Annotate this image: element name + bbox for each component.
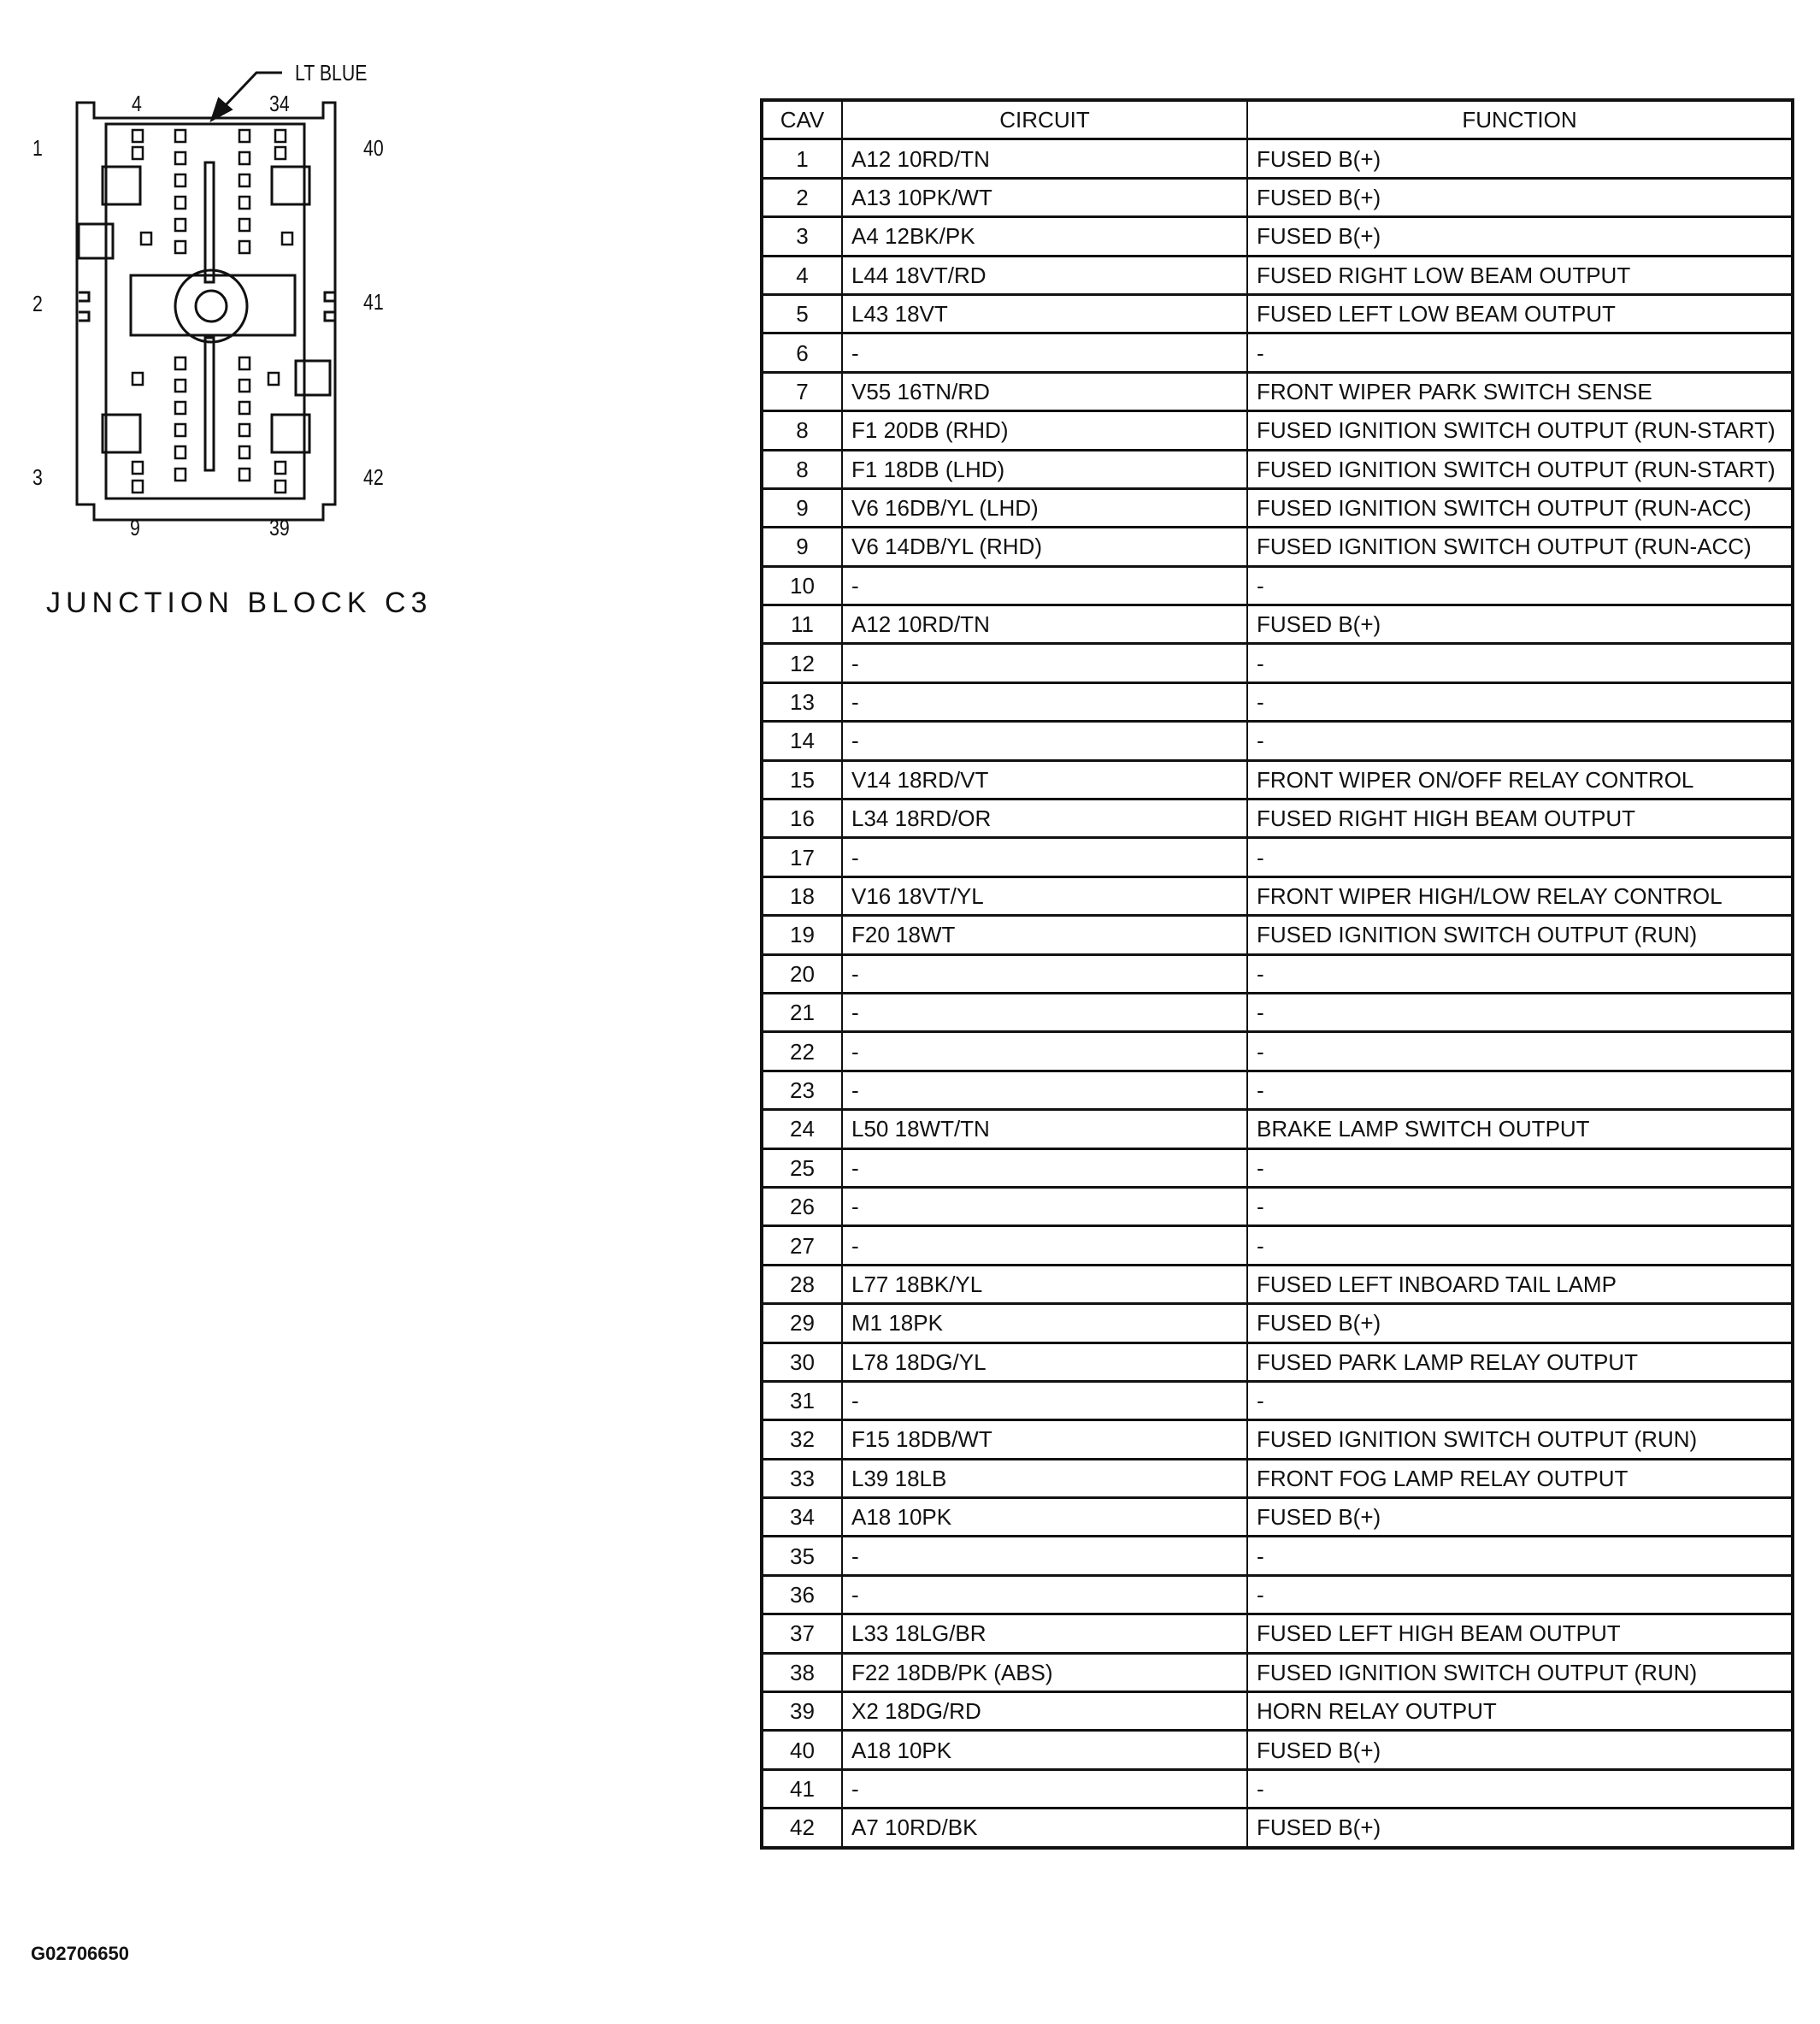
cell-function: FUSED RIGHT HIGH BEAM OUTPUT	[1247, 800, 1793, 838]
table-row	[762, 256, 1793, 294]
figure-id: G02706650	[31, 1943, 129, 1964]
cell-function: -	[1247, 1575, 1793, 1614]
cell-function: FRONT WIPER ON/OFF RELAY CONTROL	[1247, 760, 1793, 799]
cell-function: -	[1247, 682, 1793, 721]
connector-title: JUNCTION BLOCK C3	[46, 587, 433, 619]
cell-circuit: A12 10RD/TN	[842, 139, 1247, 178]
cell-circuit: L39 18LB	[842, 1459, 1247, 1497]
center-bar-lower	[205, 338, 214, 470]
table-row	[762, 294, 1793, 333]
table-row	[762, 1614, 1793, 1653]
table-row	[762, 1342, 1793, 1381]
pin-label-34: 34	[269, 91, 290, 116]
cell-cav: 12	[762, 644, 842, 682]
cell-cav: 11	[762, 605, 842, 644]
table-row	[762, 1575, 1793, 1614]
cell-function: -	[1247, 1226, 1793, 1265]
table-row	[762, 1459, 1793, 1497]
center-hub-inner	[196, 291, 227, 322]
key-right	[325, 292, 335, 321]
cell-circuit: L43 18VT	[842, 294, 1247, 333]
cell-circuit: A4 12BK/PK	[842, 217, 1247, 256]
table-row	[762, 1304, 1793, 1342]
cell-function: -	[1247, 1381, 1793, 1419]
pin-label-39: 39	[269, 515, 290, 540]
cell-circuit: L78 18DG/YL	[842, 1342, 1247, 1381]
cell-cav: 42	[762, 1809, 842, 1848]
cell-cav: 18	[762, 876, 842, 915]
table-row	[762, 566, 1793, 605]
pin-label-3: 3	[32, 464, 43, 490]
cell-circuit: -	[842, 1769, 1247, 1808]
cell-circuit: V14 18RD/VT	[842, 760, 1247, 799]
table-row	[762, 1071, 1793, 1109]
cell-circuit: -	[842, 1226, 1247, 1265]
cell-circuit: -	[842, 1381, 1247, 1419]
table-row	[762, 1809, 1793, 1848]
cell-circuit: A18 10PK	[842, 1731, 1247, 1769]
cell-circuit: -	[842, 644, 1247, 682]
cell-cav: 2	[762, 178, 842, 216]
cell-circuit: F20 18WT	[842, 916, 1247, 954]
cell-circuit: A7 10RD/BK	[842, 1809, 1247, 1848]
table-row	[762, 1110, 1793, 1148]
cell-circuit: -	[842, 993, 1247, 1031]
cell-circuit: V6 14DB/YL (RHD)	[842, 528, 1247, 566]
connector-color-label: LT BLUE	[295, 60, 368, 86]
cell-circuit: M1 18PK	[842, 1304, 1247, 1342]
table-row	[762, 644, 1793, 682]
table-row	[762, 411, 1793, 450]
cell-cav: 34	[762, 1498, 842, 1537]
cell-cav: 20	[762, 954, 842, 993]
table-row	[762, 528, 1793, 566]
cell-function: FUSED RIGHT LOW BEAM OUTPUT	[1247, 256, 1793, 294]
key-left	[79, 292, 89, 321]
header-cav: CAV	[762, 100, 842, 139]
cell-circuit: L44 18VT/RD	[842, 256, 1247, 294]
cell-cav: 8	[762, 411, 842, 450]
cell-cav: 41	[762, 1769, 842, 1808]
cell-cav: 37	[762, 1614, 842, 1653]
cell-circuit: F1 18DB (LHD)	[842, 450, 1247, 488]
cell-function: FUSED B(+)	[1247, 1731, 1793, 1769]
cavity-table	[760, 98, 1794, 1850]
center-bar-upper	[205, 162, 214, 282]
cell-function: FUSED IGNITION SWITCH OUTPUT (RUN-ACC)	[1247, 488, 1793, 527]
cell-cav: 23	[762, 1071, 842, 1109]
cell-circuit: -	[842, 954, 1247, 993]
cell-function: FUSED IGNITION SWITCH OUTPUT (RUN)	[1247, 916, 1793, 954]
cell-function: FRONT WIPER HIGH/LOW RELAY CONTROL	[1247, 876, 1793, 915]
cell-cav: 4	[762, 256, 842, 294]
cell-function: FUSED IGNITION SWITCH OUTPUT (RUN-START)	[1247, 411, 1793, 450]
cell-cav: 9	[762, 528, 842, 566]
cell-circuit: X2 18DG/RD	[842, 1692, 1247, 1731]
table-row	[762, 333, 1793, 372]
cell-cav: 31	[762, 1381, 842, 1419]
cell-cav: 10	[762, 566, 842, 605]
table-row	[762, 1032, 1793, 1071]
cell-cav: 21	[762, 993, 842, 1031]
table-row	[762, 1420, 1793, 1459]
cell-function: FUSED B(+)	[1247, 217, 1793, 256]
table-row	[762, 372, 1793, 410]
block-right-mid	[296, 361, 330, 395]
table-row	[762, 1769, 1793, 1808]
cell-circuit: -	[842, 1575, 1247, 1614]
cell-circuit: -	[842, 566, 1247, 605]
cell-function: -	[1247, 1537, 1793, 1575]
cell-function: FUSED LEFT LOW BEAM OUTPUT	[1247, 294, 1793, 333]
cell-function: FRONT WIPER PARK SWITCH SENSE	[1247, 372, 1793, 410]
cell-circuit: F15 18DB/WT	[842, 1420, 1247, 1459]
cell-cav: 39	[762, 1692, 842, 1731]
cell-cav: 7	[762, 372, 842, 410]
cell-function: -	[1247, 1769, 1793, 1808]
cell-function: FUSED B(+)	[1247, 139, 1793, 178]
cell-function: -	[1247, 722, 1793, 760]
cell-function: HORN RELAY OUTPUT	[1247, 1692, 1793, 1731]
cell-cav: 1	[762, 139, 842, 178]
table-row	[762, 1187, 1793, 1225]
cell-circuit: -	[842, 682, 1247, 721]
table-row	[762, 1148, 1793, 1187]
cell-cav: 28	[762, 1265, 842, 1303]
table-row	[762, 916, 1793, 954]
cell-cav: 22	[762, 1032, 842, 1071]
cell-function: -	[1247, 566, 1793, 605]
table-row	[762, 1731, 1793, 1769]
cell-function: FUSED IGNITION SWITCH OUTPUT (RUN)	[1247, 1653, 1793, 1691]
cell-circuit: A18 10PK	[842, 1498, 1247, 1537]
cell-cav: 19	[762, 916, 842, 954]
cell-circuit: V16 18VT/YL	[842, 876, 1247, 915]
pin-label-40: 40	[363, 135, 384, 161]
table-row	[762, 217, 1793, 256]
cell-circuit: -	[842, 1537, 1247, 1575]
table-row	[762, 954, 1793, 993]
cell-function: -	[1247, 1187, 1793, 1225]
cell-function: -	[1247, 954, 1793, 993]
cell-circuit: -	[842, 1032, 1247, 1071]
pin-label-1: 1	[32, 135, 43, 161]
table-row	[762, 605, 1793, 644]
pin-label-41: 41	[363, 289, 384, 315]
pin-label-9: 9	[130, 515, 140, 540]
center-latch	[131, 275, 295, 335]
table-body	[762, 139, 1793, 1848]
pin-label-4: 4	[132, 91, 142, 116]
cell-cav: 6	[762, 333, 842, 372]
cell-cav: 26	[762, 1187, 842, 1225]
table-row	[762, 800, 1793, 838]
cell-function: FUSED IGNITION SWITCH OUTPUT (RUN-ACC)	[1247, 528, 1793, 566]
cell-cav: 9	[762, 488, 842, 527]
cell-circuit: L33 18LG/BR	[842, 1614, 1247, 1653]
cell-circuit: A13 10PK/WT	[842, 178, 1247, 216]
cell-circuit: F22 18DB/PK (ABS)	[842, 1653, 1247, 1691]
cell-function: -	[1247, 333, 1793, 372]
cell-cav: 13	[762, 682, 842, 721]
boss-top-left	[103, 167, 140, 204]
cell-cav: 15	[762, 760, 842, 799]
block-left-mid	[79, 224, 113, 258]
cell-circuit: -	[842, 838, 1247, 876]
pin-label-42: 42	[363, 464, 384, 490]
table-row	[762, 488, 1793, 527]
cell-circuit: L34 18RD/OR	[842, 800, 1247, 838]
table-row	[762, 1692, 1793, 1731]
cell-function: FUSED B(+)	[1247, 178, 1793, 216]
cell-cav: 40	[762, 1731, 842, 1769]
table-row	[762, 1498, 1793, 1537]
cell-cav: 25	[762, 1148, 842, 1187]
cell-function: -	[1247, 1148, 1793, 1187]
cell-function: FUSED LEFT HIGH BEAM OUTPUT	[1247, 1614, 1793, 1653]
cell-circuit: -	[842, 722, 1247, 760]
cell-function: FUSED B(+)	[1247, 1498, 1793, 1537]
table-row	[762, 682, 1793, 721]
table-row	[762, 1226, 1793, 1265]
table-row	[762, 838, 1793, 876]
cell-cav: 33	[762, 1459, 842, 1497]
cell-function: FUSED B(+)	[1247, 1304, 1793, 1342]
table-row	[762, 1653, 1793, 1691]
cell-circuit: L77 18BK/YL	[842, 1265, 1247, 1303]
header-function: FUNCTION	[1247, 100, 1793, 139]
cell-cav: 8	[762, 450, 842, 488]
cell-function: FUSED LEFT INBOARD TAIL LAMP	[1247, 1265, 1793, 1303]
cell-function: FUSED B(+)	[1247, 1809, 1793, 1848]
cell-circuit: L50 18WT/TN	[842, 1110, 1247, 1148]
cell-cav: 27	[762, 1226, 842, 1265]
table-header-row	[762, 100, 1793, 139]
table-row	[762, 1537, 1793, 1575]
cell-circuit: A12 10RD/TN	[842, 605, 1247, 644]
cell-cav: 30	[762, 1342, 842, 1381]
pin-label-2: 2	[32, 291, 43, 316]
cell-cav: 16	[762, 800, 842, 838]
table-row	[762, 178, 1793, 216]
cell-circuit: -	[842, 1071, 1247, 1109]
table-row	[762, 876, 1793, 915]
cell-function: FUSED IGNITION SWITCH OUTPUT (RUN-START)	[1247, 450, 1793, 488]
header-circuit: CIRCUIT	[842, 100, 1247, 139]
cell-circuit: F1 20DB (RHD)	[842, 411, 1247, 450]
cell-function: FUSED PARK LAMP RELAY OUTPUT	[1247, 1342, 1793, 1381]
table-row	[762, 993, 1793, 1031]
cell-function: -	[1247, 993, 1793, 1031]
cell-cav: 38	[762, 1653, 842, 1691]
boss-bottom-left	[103, 415, 140, 452]
cell-function: FUSED B(+)	[1247, 605, 1793, 644]
cell-cav: 29	[762, 1304, 842, 1342]
cell-cav: 36	[762, 1575, 842, 1614]
cell-cav: 32	[762, 1420, 842, 1459]
cell-circuit: -	[842, 1148, 1247, 1187]
cell-circuit: V55 16TN/RD	[842, 372, 1247, 410]
cell-cav: 35	[762, 1537, 842, 1575]
cell-cav: 5	[762, 294, 842, 333]
cell-function: -	[1247, 644, 1793, 682]
cell-function: -	[1247, 838, 1793, 876]
cell-function: -	[1247, 1032, 1793, 1071]
cell-cav: 24	[762, 1110, 842, 1148]
table-row	[762, 450, 1793, 488]
table-row	[762, 1265, 1793, 1303]
table-row	[762, 1381, 1793, 1419]
cell-circuit: -	[842, 333, 1247, 372]
cell-circuit: V6 16DB/YL (LHD)	[842, 488, 1247, 527]
cell-function: FUSED IGNITION SWITCH OUTPUT (RUN)	[1247, 1420, 1793, 1459]
cell-function: BRAKE LAMP SWITCH OUTPUT	[1247, 1110, 1793, 1148]
table-row	[762, 139, 1793, 178]
cell-cav: 14	[762, 722, 842, 760]
table-row	[762, 760, 1793, 799]
cell-function: FRONT FOG LAMP RELAY OUTPUT	[1247, 1459, 1793, 1497]
table-row	[762, 722, 1793, 760]
cell-cav: 17	[762, 838, 842, 876]
cell-circuit: -	[842, 1187, 1247, 1225]
cell-cav: 3	[762, 217, 842, 256]
cell-function: -	[1247, 1071, 1793, 1109]
